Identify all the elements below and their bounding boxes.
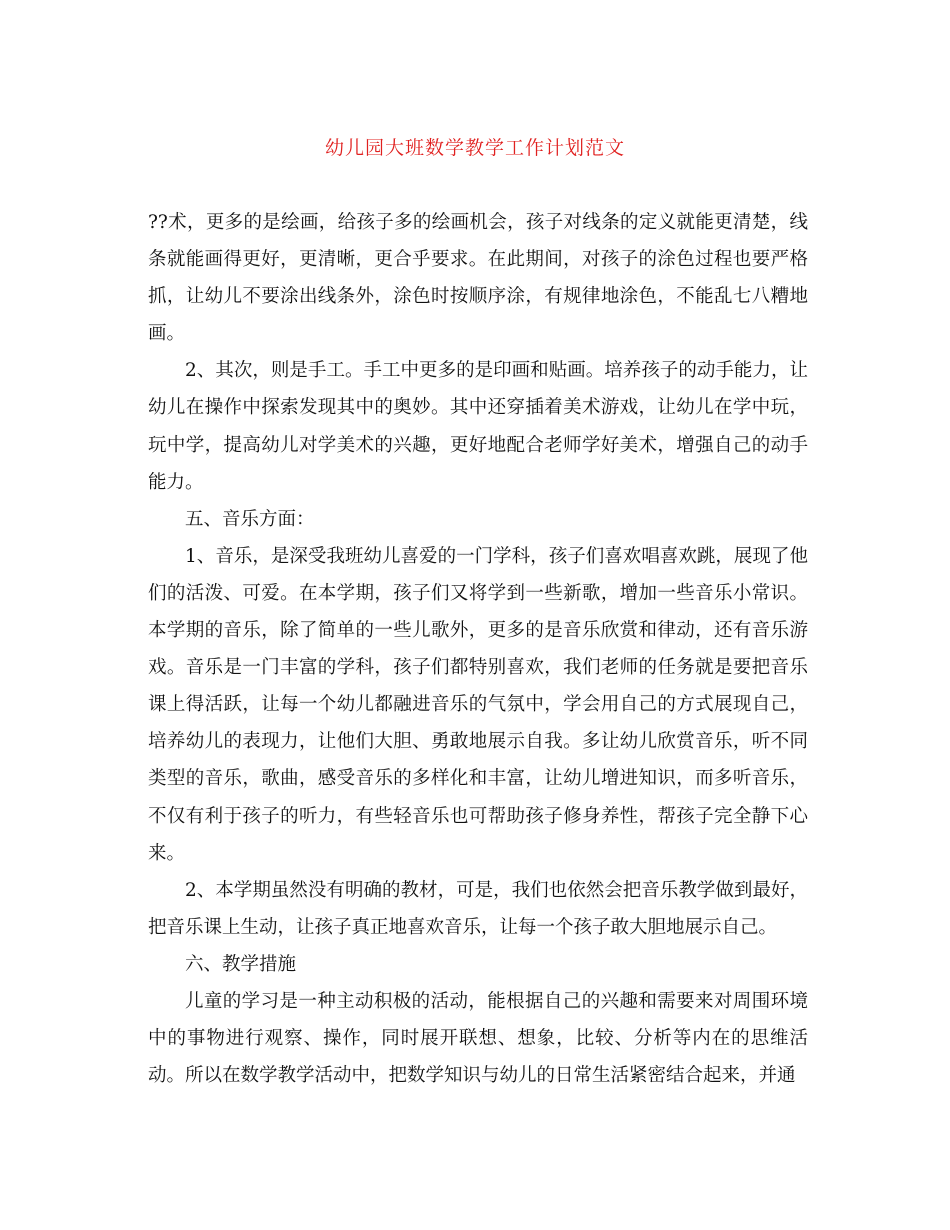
section-heading-music: 五、音乐方面： [185, 508, 315, 530]
paragraph-music-2: 2、本学期虽然没有明确的教材，可是，我们也依然会把音乐教学做到最好，把音乐课上生动，让孩子真正地喜欢音乐，让每一个孩子敢大胆地展示自己。 [148, 879, 808, 938]
paragraph-handcraft: 2、其次，则是手工。手工中更多的是印画和贴画。培养孩子的动手能力，让幼儿在操作中探索发现其中的奥妙。其中还穿插着美术游戏，让幼儿在学中玩，玩中学，提高幼儿对学美术的兴趣，更好地配合老师学好美术，增强自己的动手能力。 [148, 360, 808, 493]
document-title: 幼儿园大班数学教学工作计划范文 [324, 137, 625, 159]
section-heading-teaching-measures: 六、教学措施 [185, 953, 297, 975]
paragraph-teaching-measures: 儿童的学习是一种主动积极的活动，能根据自己的兴趣和需要来对周围环境中的事物进行观察、操作，同时展开联想、想象，比较、分析等内在的思维活动。所以在数学教学活动中，把数学知识与幼儿的日常生活紧密结合起来，并通 [148, 990, 808, 1087]
paragraph-art-drawing: ??术，更多的是绘画，给孩子多的绘画机会，孩子对线条的定义就能更清楚，线条就能画得更好，更清晰，更合乎要求。在此期间，对孩子的涂色过程也要严格抓，让幼儿不要涂出线条外，涂色时按顺序涂，有规律地涂色，不能乱七八糟地画。 [148, 212, 808, 345]
document-body [148, 204, 808, 1094]
paragraph-music-1: 1、音乐，是深受我班幼儿喜爱的一门学科，孩子们喜欢唱喜欢跳，展现了他们的活泼、可爱。在本学期，孩子们又将学到一些新歌，增加一些音乐小常识。本学期的音乐，除了简单的一些儿歌外，更多的是音乐欣赏和律动，还有音乐游戏。音乐是一门丰富的学科，孩子们都特别喜欢，我们老师的任务就是要把音乐课上得活跃，让每一个幼儿都融进音乐的气氛中，学会用自己的方式展现自己，培养幼儿的表现力，让他们大胆、勇敢地展示自我。多让幼儿欣赏音乐，听不同类型的音乐，歌曲，感受音乐的多样化和丰富，让幼儿增进知识，而多听音乐，不仅有利于孩子的听力，有些轻音乐也可帮助孩子修身养性，帮孩子完全静下心来。 [148, 545, 808, 864]
